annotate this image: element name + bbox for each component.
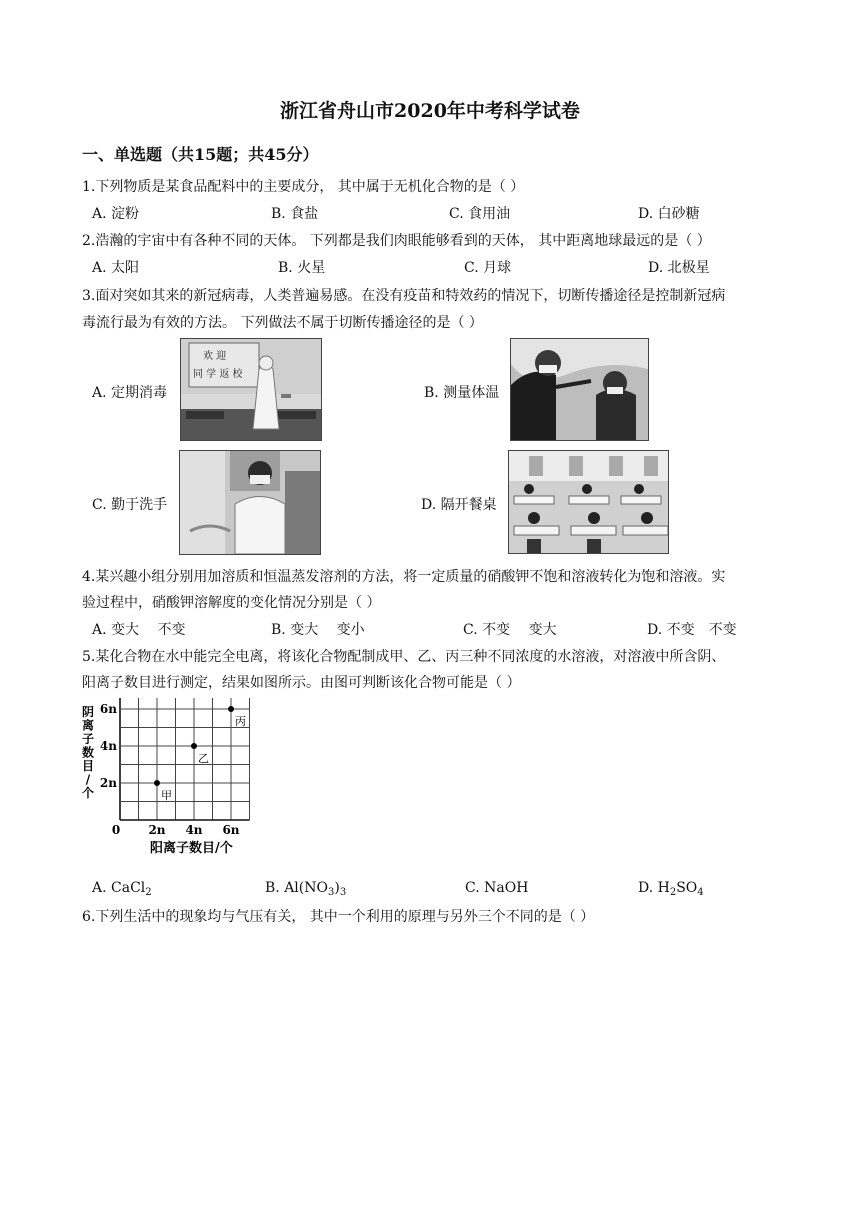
- y-axis-label-char: 离: [81, 718, 95, 733]
- separated-tables-photo: [508, 450, 669, 554]
- ion-count-chart: [80, 698, 270, 868]
- q1-option-c: C. 食用油: [449, 206, 511, 222]
- y-axis-label-char: 目: [81, 759, 95, 773]
- question-3-stem-line-1: 3.面对突如其来的新冠病毒，人类普遍易感。在没有疫苗和特效药的情况下，切断传播途径是控制新冠病: [82, 288, 726, 304]
- question-5-stem-line-1: 5.某化合物在水中能完全电离，将该化合物配制成甲、乙、丙三种不同浓度的水溶液，对溶液中所含阴、: [82, 649, 726, 665]
- y-tick-label: 2n: [99, 776, 117, 790]
- question-3-stem-line-2: 毒流行最为有效的方法。 下列做法不属于切断传播途径的是（ ）: [82, 315, 483, 331]
- question-6-stem: 6.下列生活中的现象均与气压有关， 其中一个利用的原理与另外三个不同的是（ ）: [82, 909, 595, 925]
- q1-option-a: A. 淀粉: [92, 206, 140, 222]
- x-axis-label: 阳离子数目/个: [150, 841, 233, 856]
- y-axis-label-char: 阴: [81, 705, 95, 719]
- q1-option-d: D. 白砂糖: [638, 206, 700, 222]
- q2-option-a: A. 太阳: [92, 260, 140, 276]
- question-4-stem-line-1: 4.某兴趣小组分别用加溶质和恒温蒸发溶剂的方法，将一定质量的硝酸钾不饱和溶液转化为饱和溶液。实: [82, 569, 726, 585]
- temperature-check-photo: [510, 338, 649, 441]
- y-axis-label-char: 子: [81, 732, 95, 746]
- data-points: [154, 706, 246, 802]
- y-axis-label-char: 数: [81, 745, 95, 760]
- q4-option-b: B. 变大 变小: [271, 622, 365, 638]
- data-point: [191, 743, 197, 749]
- page-title: 浙江省舟山市2020年中考科学试卷: [280, 100, 580, 122]
- y-tick-label: 6n: [99, 702, 117, 716]
- y-tick-label: 4n: [99, 739, 117, 753]
- q4-option-a: A. 变大 不变: [92, 622, 186, 638]
- y-axis-label-char: /: [85, 772, 91, 787]
- q3-option-a: A. 定期消毒: [92, 385, 168, 401]
- question-5-stem-line-2: 阳离子数目进行测定，结果如图所示。由图可判断该化合物可能是（ ）: [82, 675, 521, 691]
- q1-option-b: B. 食盐: [271, 206, 319, 222]
- section-heading: 一、单选题（共15题；共45分）: [82, 145, 319, 164]
- disinfection-photo: [180, 338, 322, 441]
- q5-option-b: B. $Al(NO_3)_3$: [265, 880, 347, 898]
- x-tick-label: 2n: [148, 823, 166, 837]
- board-text-1: 欢 迎: [203, 351, 227, 362]
- data-point-label: 乙: [198, 752, 209, 765]
- q4-option-d: D. 不变 不变: [647, 622, 737, 638]
- y-axis-label: [82, 705, 94, 800]
- data-point: [228, 706, 234, 712]
- question-2-stem: 2.浩瀚的宇宙中有各种不同的天体。 下列都是我们肉眼能够看到的天体， 其中距离地球最远的是（ ）: [82, 233, 711, 249]
- q4-option-c: C. 不变 变大: [463, 622, 557, 638]
- x-tick-label: 6n: [222, 823, 240, 837]
- x-tick-label: 4n: [185, 823, 203, 837]
- q2-option-d: D. 北极星: [648, 260, 710, 276]
- q5-option-d: D. $H_2SO_4$: [638, 880, 704, 898]
- q3-option-c: C. 勤于洗手: [92, 497, 168, 513]
- question-1-stem: 1.下列物质是某食品配料中的主要成分， 其中属于无机化合物的是（ ）: [82, 179, 525, 195]
- y-axis-label-char: 个: [81, 786, 95, 800]
- q5-option-c: C. NaOH: [465, 880, 529, 896]
- q5-option-a: A. CaCl$_2$: [92, 880, 152, 898]
- chart-grid: [120, 698, 250, 820]
- question-4-stem-line-2: 验过程中，硝酸钾溶解度的变化情况分别是（ ）: [82, 595, 381, 611]
- data-point: [154, 780, 160, 786]
- q3-option-d: D. 隔开餐桌: [421, 497, 497, 513]
- origin-label: 0: [111, 823, 121, 837]
- data-point-label: 丙: [235, 715, 246, 728]
- board-text-2: 同 学 返 校: [193, 369, 243, 380]
- data-point-label: 甲: [161, 789, 172, 802]
- hand-washing-photo: [179, 450, 321, 555]
- q3-option-b: B. 测量体温: [424, 385, 500, 401]
- q2-option-c: C. 月球: [464, 260, 512, 276]
- q2-option-b: B. 火星: [278, 260, 326, 276]
